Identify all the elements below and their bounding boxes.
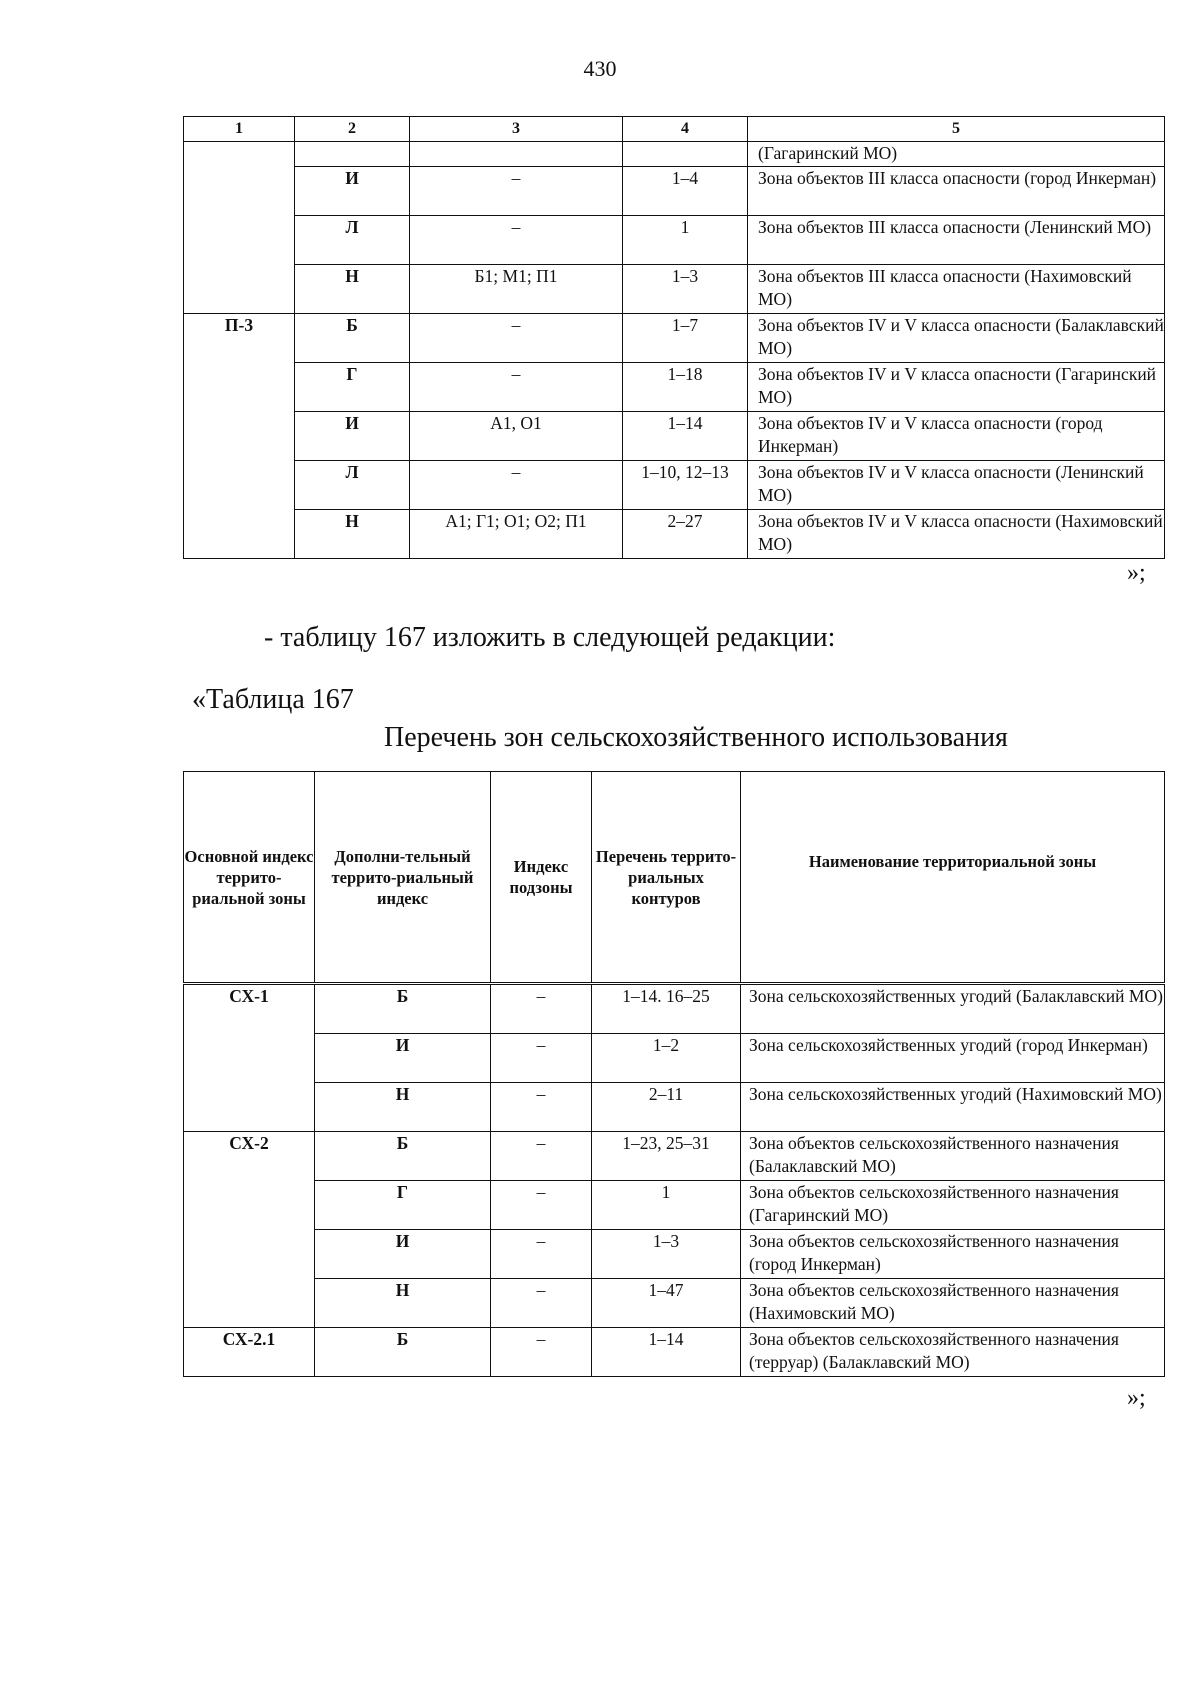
zone-name-cell: Зона сельскохозяйственных угодий (Нахимовский МО) (741, 1083, 1165, 1132)
subzone-index-cell: – (410, 363, 623, 412)
table-row (184, 1083, 1165, 1132)
main-index-cell (184, 265, 295, 314)
zone-name-cell: Зона объектов сельскохозяйственного назначения (Гагаринский МО) (741, 1181, 1165, 1230)
extra-index-cell: Н (295, 510, 410, 559)
zone-name-header-text: Наименование территориальной зоны (808, 851, 1097, 871)
main-index-cell (184, 363, 295, 412)
subzone-index-cell: А1; Г1; О1; О2; П1 (410, 510, 623, 559)
extra-index-cell: Л (295, 216, 410, 265)
contours-cell: 2–11 (592, 1083, 741, 1132)
continuation-table (183, 116, 1165, 559)
subzone-index-cell: – (410, 167, 623, 216)
page-number: 430 (583, 56, 617, 81)
table-row (184, 1181, 1165, 1230)
main-index-cell (184, 1083, 315, 1132)
table-row (184, 412, 1165, 461)
main-index-cell (184, 412, 295, 461)
table-row (184, 363, 1165, 412)
main-index-cell (184, 167, 295, 216)
main-index-cell (184, 1230, 315, 1279)
extra-index-cell: Н (315, 1279, 491, 1328)
column-header: 5 (748, 117, 1165, 142)
zone-name-cell: Зона объектов IV и V класса опасности (Балаклавский МО) (748, 314, 1165, 363)
column-header: 3 (410, 117, 623, 142)
main-index-cell (184, 142, 295, 167)
contours-cell: 2–27 (623, 510, 748, 559)
table-row (184, 1034, 1165, 1083)
main-index-cell: СХ-2 (184, 1132, 315, 1181)
main-index-cell: П-3 (184, 314, 295, 363)
main-index-cell (184, 1034, 315, 1083)
amendment-instruction: - таблицу 167 изложить в следующей редакции: (264, 622, 836, 653)
contours-cell: 1–2 (592, 1034, 741, 1083)
subzone-index-cell: – (491, 1279, 592, 1328)
main-index-cell: СХ-2.1 (184, 1328, 315, 1377)
contours-cell: 1–14. 16–25 (592, 984, 741, 1034)
extra-index-cell: И (295, 167, 410, 216)
column-header-zone-name (741, 772, 1165, 984)
contours-cell: 1–23, 25–31 (592, 1132, 741, 1181)
column-header-contours: Перечень террито-риальных контуров (592, 772, 741, 984)
zone-name-cell: Зона объектов IV и V класса опасности (город Инкерман) (748, 412, 1165, 461)
extra-index-cell: Л (295, 461, 410, 510)
subzone-index-cell (410, 142, 623, 167)
extra-index-cell: И (295, 412, 410, 461)
extra-index-cell: Н (295, 265, 410, 314)
zone-name-cell: Зона сельскохозяйственных угодий (Балаклавский МО) (741, 984, 1165, 1034)
subzone-index-cell: – (491, 1083, 592, 1132)
table-row (184, 510, 1165, 559)
zone-name-cell: (Гагаринский МО) (748, 142, 1165, 167)
subzone-index-cell: – (491, 1034, 592, 1083)
extra-index-cell: Б (315, 984, 491, 1034)
table-label: «Таблица 167 (192, 684, 354, 715)
main-index-cell (184, 216, 295, 265)
table-header-row (184, 117, 1165, 142)
zone-name-cell: Зона объектов сельскохозяйственного назначения (терруар) (Балаклавский МО) (741, 1328, 1165, 1377)
main-index-cell (184, 1181, 315, 1230)
extra-index-cell: Б (295, 314, 410, 363)
extra-index-cell (295, 142, 410, 167)
zone-name-cell: Зона объектов сельскохозяйственного назначения (город Инкерман) (741, 1230, 1165, 1279)
extra-index-cell: Г (315, 1181, 491, 1230)
contours-cell: 1 (623, 216, 748, 265)
closing-quote: »; (1127, 1385, 1146, 1411)
table-header-row (184, 772, 1165, 984)
extra-index-cell: И (315, 1230, 491, 1279)
column-header: 4 (623, 117, 748, 142)
contours-cell: 1–14 (592, 1328, 741, 1377)
column-header-extra-index: Дополни-тельный террито-риальный индекс (315, 772, 491, 984)
contours-cell: 1 (592, 1181, 741, 1230)
zone-name-cell: Зона объектов IV и V класса опасности (Ленинский МО) (748, 461, 1165, 510)
table-row (184, 1328, 1165, 1377)
zone-name-cell: Зона объектов сельскохозяйственного назначения (Балаклавский МО) (741, 1132, 1165, 1181)
main-index-cell (184, 510, 295, 559)
table-167 (183, 771, 1165, 1377)
main-index-cell: СХ-1 (184, 984, 315, 1034)
column-header: 1 (184, 117, 295, 142)
table-row (184, 265, 1165, 314)
closing-quote: »; (1127, 560, 1146, 586)
table-row (184, 1279, 1165, 1328)
subzone-index-cell: – (491, 984, 592, 1034)
zone-name-cell: Зона объектов IV и V класса опасности (Нахимовский МО) (748, 510, 1165, 559)
contours-cell: 1–3 (592, 1230, 741, 1279)
zone-name-cell: Зона сельскохозяйственных угодий (город Инкерман) (741, 1034, 1165, 1083)
extra-index-cell: Г (295, 363, 410, 412)
subzone-index-cell: – (410, 216, 623, 265)
table-row (184, 1132, 1165, 1181)
column-header: 2 (295, 117, 410, 142)
subzone-index-cell: А1, О1 (410, 412, 623, 461)
extra-index-cell: Б (315, 1132, 491, 1181)
table-row (184, 984, 1165, 1034)
zone-name-cell: Зона объектов III класса опасности (Нахимовский МО) (748, 265, 1165, 314)
contours-cell: 1–14 (623, 412, 748, 461)
contours-cell: 1–3 (623, 265, 748, 314)
subzone-index-cell: – (491, 1230, 592, 1279)
subzone-index-cell: – (491, 1328, 592, 1377)
extra-index-cell: И (315, 1034, 491, 1083)
subzone-index-cell: – (410, 461, 623, 510)
table-row (184, 216, 1165, 265)
extra-index-cell: Б (315, 1328, 491, 1377)
column-header-subzone-index: Индекс подзоны (491, 772, 592, 984)
contours-cell (623, 142, 748, 167)
contours-cell: 1–4 (623, 167, 748, 216)
main-index-cell (184, 1279, 315, 1328)
zone-name-cell: Зона объектов III класса опасности (город Инкерман) (748, 167, 1165, 216)
table-row (184, 1230, 1165, 1279)
table-row (184, 314, 1165, 363)
contours-cell: 1–10, 12–13 (623, 461, 748, 510)
table-title: Перечень зон сельскохозяйственного использования (384, 722, 1008, 753)
subzone-index-cell: – (491, 1181, 592, 1230)
table-row (184, 167, 1165, 216)
subzone-index-cell: – (410, 314, 623, 363)
zone-name-cell: Зона объектов IV и V класса опасности (Гагаринский МО) (748, 363, 1165, 412)
contours-cell: 1–47 (592, 1279, 741, 1328)
zone-name-cell: Зона объектов сельскохозяйственного назначения (Нахимовский МО) (741, 1279, 1165, 1328)
table-row (184, 142, 1165, 167)
subzone-index-cell: Б1; М1; П1 (410, 265, 623, 314)
subzone-index-cell: – (491, 1132, 592, 1181)
extra-index-cell: Н (315, 1083, 491, 1132)
zone-name-cell: Зона объектов III класса опасности (Ленинский МО) (748, 216, 1165, 265)
contours-cell: 1–18 (623, 363, 748, 412)
table-row (184, 461, 1165, 510)
contours-cell: 1–7 (623, 314, 748, 363)
main-index-cell (184, 461, 295, 510)
column-header-main-index: Основной индекс террито-риальной зоны (184, 772, 315, 984)
